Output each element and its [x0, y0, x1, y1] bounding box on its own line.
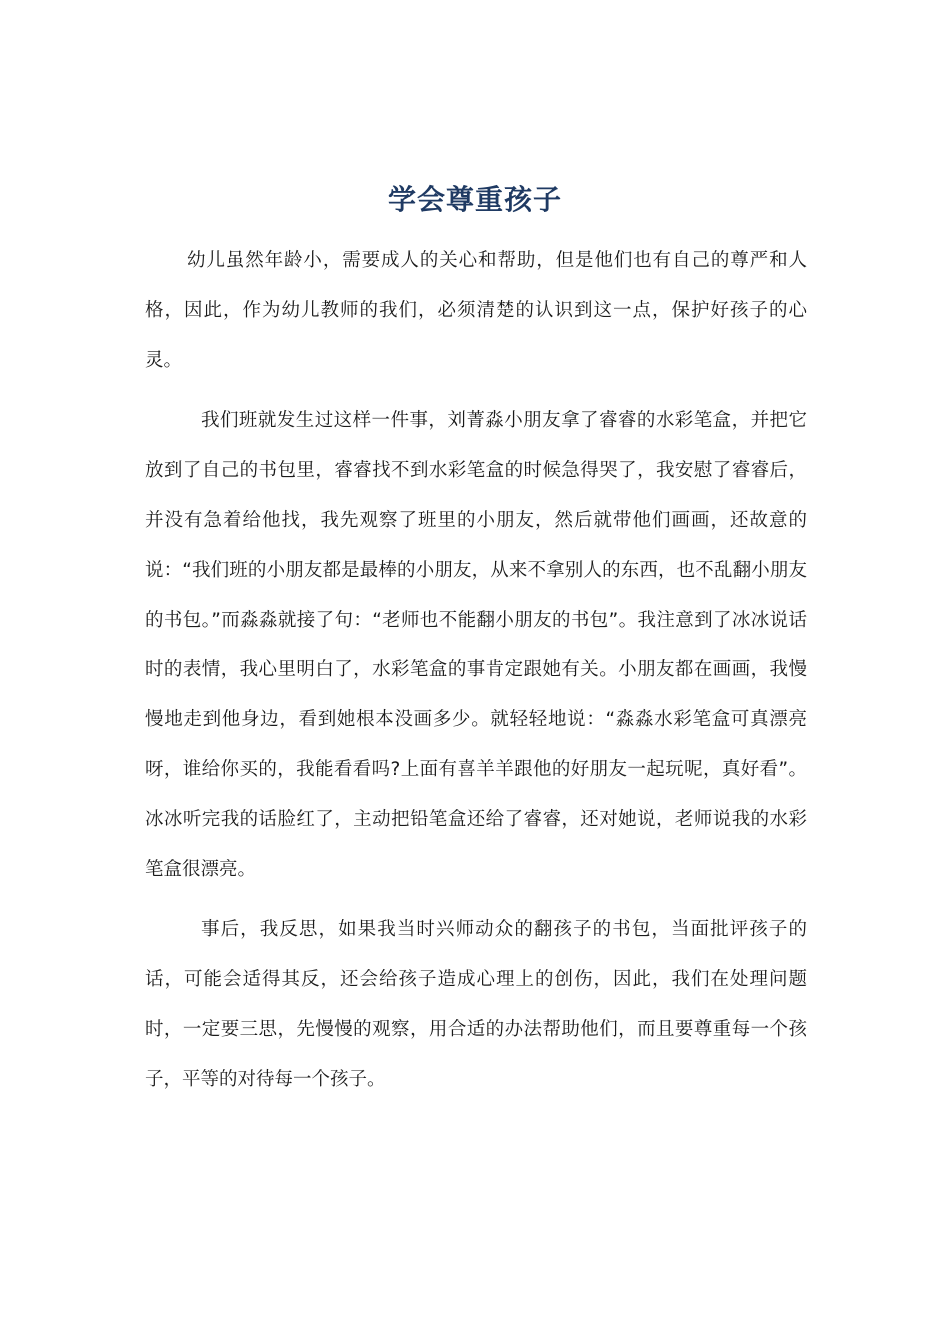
- paragraph-story: 我们班就发生过这样一件事，刘菁淼小朋友拿了睿睿的水彩笔盒，并把它放到了自己的书包里，睿睿找不到水彩笔盒的时候急得哭了，我安慰了睿睿后，并没有急着给他找，我先观察了班里的小朋友，然后就带他们画画，还故意的说：“我们班的小朋友都是最棒的小朋友，从来不拿别人的东西，也不乱翻小朋友的书包。”而淼淼就接了句：“老师也不能翻小朋友的书包”。我注意到了冰冰说话时的表情，我心里明白了，水彩笔盒的事肯定跟她有关。小朋友都在画画，我慢慢地走到他身边，看到她根本没画多少。就轻轻地说：“淼淼水彩笔盒可真漂亮呀，谁给你买的，我能看看吗?上面有喜羊羊跟他的好朋友一起玩呢，真好看”。冰冰听完我的话脸红了，主动把铅笔盒还给了睿睿，还对她说，老师说我的水彩笔盒很漂亮。: [145, 410, 807, 880]
- document-body: [145, 236, 807, 1116]
- paragraph-intro: 幼儿虽然年龄小，需要成人的关心和帮助，但是他们也有自己的尊严和人格，因此，作为幼儿教师的我们，必须清楚的认识到这一点，保护好孩子的心灵。: [145, 250, 807, 371]
- paragraph-reflection: 事后，我反思，如果我当时兴师动众的翻孩子的书包，当面批评孩子的话，可能会适得其反，还会给孩子造成心理上的创伤，因此，我们在处理问题时，一定要三思，先慢慢的观察，用合适的办法帮助他们，而且要尊重每一个孩子，平等的对待每一个孩子。: [145, 919, 807, 1090]
- document-title: 学会尊重孩子: [387, 183, 562, 216]
